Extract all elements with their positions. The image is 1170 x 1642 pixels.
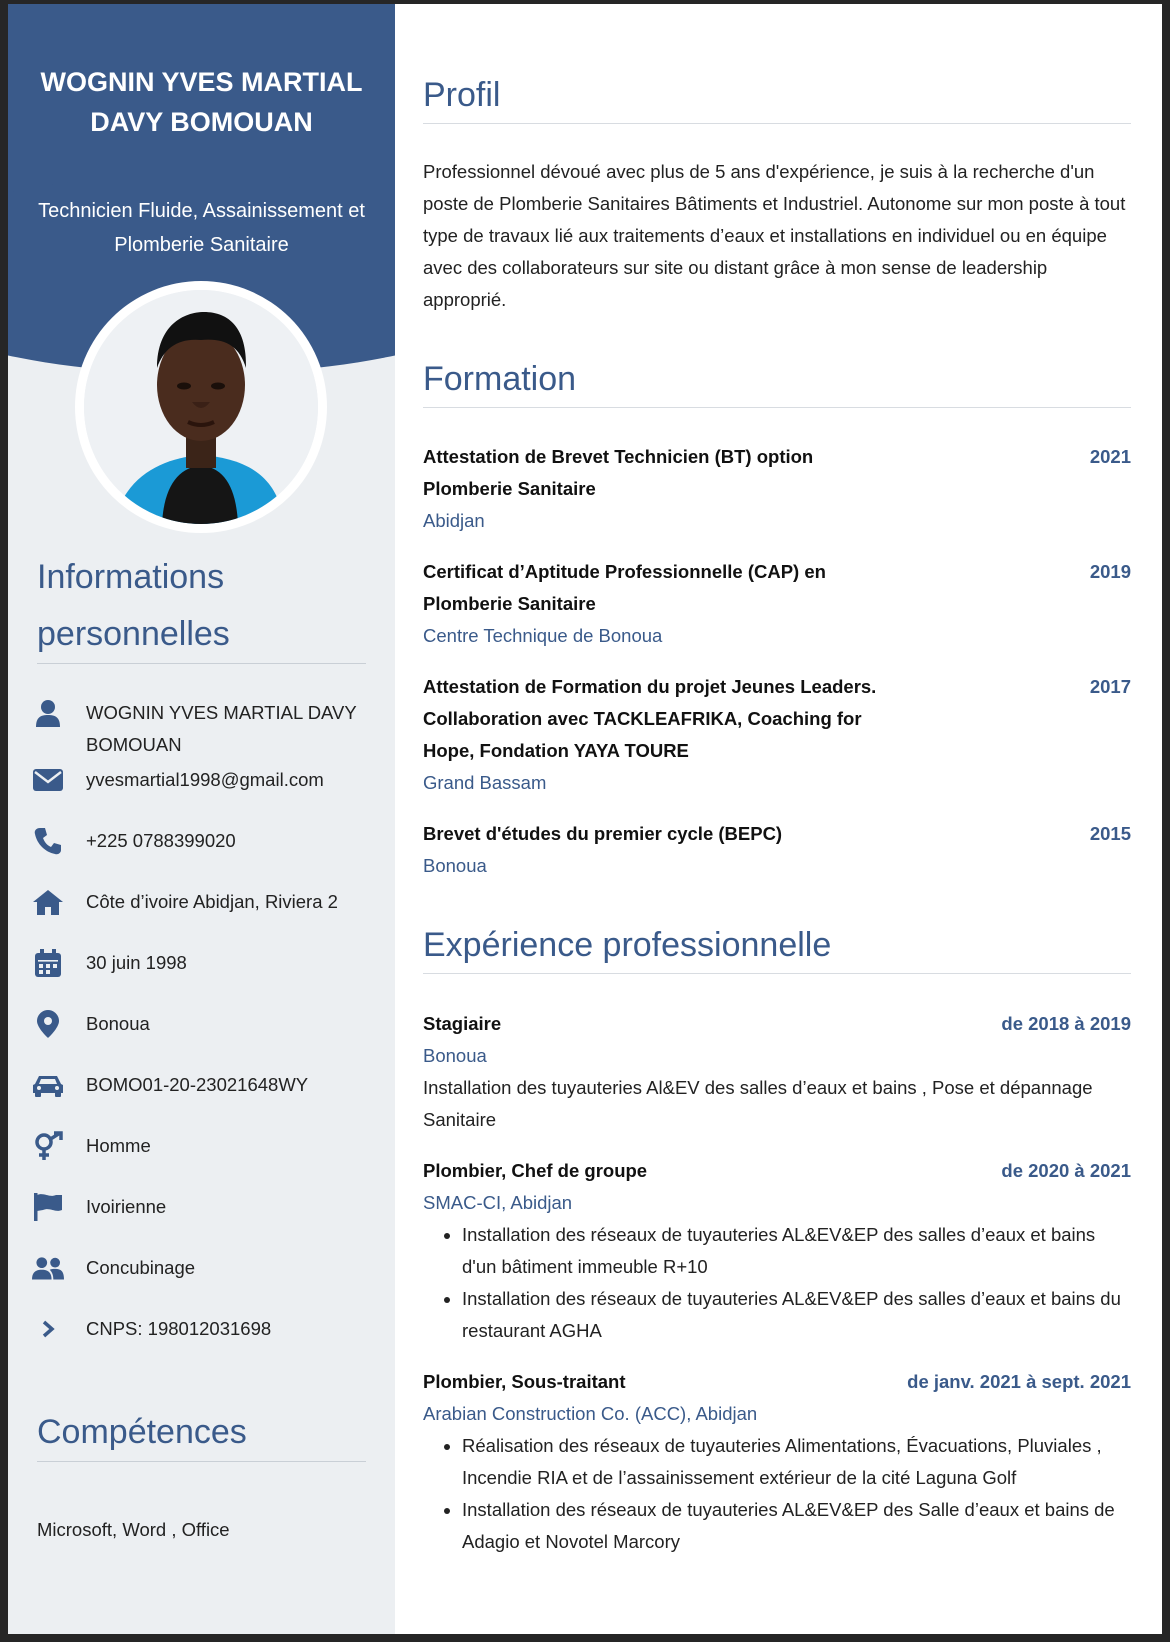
info-text-marital-status: Concubinage xyxy=(86,1257,196,1278)
education-place: Abidjan xyxy=(423,510,485,531)
avatar-illustration xyxy=(84,290,318,524)
experience-bullets xyxy=(423,1219,1131,1347)
experience-dates: de 2020 à 2021 xyxy=(1001,1160,1131,1181)
gender-icon xyxy=(32,1132,64,1160)
experience-title: Plombier, Sous-traitant xyxy=(423,1371,626,1392)
experience-title: Plombier, Chef de groupe xyxy=(423,1160,648,1181)
profile-text: Professionnel dévoué avec plus de 5 ans d'expérience, je suis à la recherche d'un poste de Plomberie Sanitaires Bâtiments et Industriel. Autonome sur mon poste à tout type de travaux lié aux traitements d’eaux et installations en individuel ou en équipe avec des collaborateurs sur site ou distant grâce à mon sense de leadership approprié. xyxy=(423,161,1126,310)
info-text-address: Côte d’ivoire Abidjan, Riviera 2 xyxy=(86,891,338,912)
profile-heading: Profil xyxy=(423,67,1131,124)
experience-bullet: • Installation des réseaux de tuyauteries AL&EV&EP des Salle d’eaux et bains de Adagio et Novotel Marcory xyxy=(462,1494,1131,1558)
info-text-email: yvesmartial1998@gmail.com xyxy=(86,769,324,790)
experience-bullet: • Réalisation des réseaux de tuyauteries Alimentations, Évacuations, Pluviales , Incendie RIA et de l’assainissement extérieur de la cité Laguna Golf xyxy=(462,1430,1131,1494)
education-year: 2021 xyxy=(1089,446,1131,467)
resume-page xyxy=(8,4,1162,1634)
info-text-birthplace: Bonoua xyxy=(86,1013,150,1034)
education-item xyxy=(423,671,1131,799)
education-year: 2015 xyxy=(1089,823,1131,844)
education-year: 2019 xyxy=(1089,561,1131,582)
experience-dates: de 2018 à 2019 xyxy=(1001,1013,1131,1034)
info-text-phone: +225 0788399020 xyxy=(86,830,236,851)
phone-icon xyxy=(32,827,64,855)
flag-icon xyxy=(32,1193,64,1221)
education-item xyxy=(423,556,1131,652)
education-place: Bonoua xyxy=(423,855,487,876)
education-year: 2017 xyxy=(1089,676,1131,697)
education-item xyxy=(423,441,1131,537)
candidate-title: Technicien Fluide, Assainissement et Plomberie Sanitaire xyxy=(38,200,365,256)
personal-info-heading: Informations personnelles xyxy=(37,549,366,664)
envelope-icon xyxy=(32,766,64,794)
user-icon xyxy=(32,699,64,727)
experience-place: SMAC-CI, Abidjan xyxy=(423,1192,573,1213)
info-text-gender: Homme xyxy=(86,1135,151,1156)
experience-place: Arabian Construction Co. (ACC), Abidjan xyxy=(423,1403,758,1424)
chevron-right-icon xyxy=(32,1315,64,1343)
skills-heading: Compétences xyxy=(37,1404,366,1462)
experience-bullet: • Installation des réseaux de tuyauteries AL&EV&EP des salles d’eaux et bains d'un bâtiment immeuble R+10 xyxy=(462,1219,1131,1283)
education-title: Attestation de Formation du projet Jeunes Leaders. Collaboration avec TACKLEAFRIKA, Coaching for Hope, Fondation YAYA TOURE xyxy=(423,676,877,761)
skills-text: Microsoft, Word , Office xyxy=(37,1519,230,1540)
info-text-nationality: Ivoirienne xyxy=(86,1196,167,1217)
experience-item xyxy=(423,1008,1131,1136)
info-text-name: WOGNIN YVES MARTIAL DAVY BOMOUAN xyxy=(86,702,357,755)
experience-title: Stagiaire xyxy=(423,1013,502,1034)
calendar-icon xyxy=(32,949,64,977)
experience-heading: Expérience professionnelle xyxy=(423,917,1131,974)
profile-photo-frame xyxy=(75,281,327,533)
map-marker-icon xyxy=(32,1010,64,1038)
candidate-name: WOGNIN YVES MARTIAL DAVY BOMOUAN xyxy=(40,67,363,137)
education-item xyxy=(423,818,1131,882)
experience-bullets xyxy=(423,1430,1131,1558)
profile-photo xyxy=(84,290,318,524)
education-place: Grand Bassam xyxy=(423,772,547,793)
info-text-cnps: CNPS: 198012031698 xyxy=(86,1318,272,1339)
experience-bullet: • Installation des réseaux de tuyauteries AL&EV&EP des salles d’eaux et bains du restaurant AGHA xyxy=(462,1283,1131,1347)
experience-place: Bonoua xyxy=(423,1045,487,1066)
info-text-license: BOMO01-20-23021648WY xyxy=(86,1074,309,1095)
users-icon xyxy=(32,1254,64,1282)
education-title: Brevet d'études du premier cycle (BEPC) xyxy=(423,823,783,844)
experience-item xyxy=(423,1366,1131,1558)
experience-dates: de janv. 2021 à sept. 2021 xyxy=(907,1371,1131,1392)
car-icon xyxy=(32,1071,64,1099)
experience-description: Installation des tuyauteries Al&EV des salles d’eaux et bains , Pose et dépannage Sanitaire xyxy=(423,1077,1093,1130)
education-title: Certificat d’Aptitude Professionnelle (CAP) en Plomberie Sanitaire xyxy=(423,561,826,614)
home-icon xyxy=(32,888,64,916)
education-place: Centre Technique de Bonoua xyxy=(423,625,663,646)
sidebar xyxy=(8,4,395,1634)
education-title: Attestation de Brevet Technicien (BT) option Plomberie Sanitaire xyxy=(423,446,814,499)
experience-item xyxy=(423,1155,1131,1347)
info-text-birthdate: 30 juin 1998 xyxy=(86,952,187,973)
education-heading: Formation xyxy=(423,351,1131,408)
